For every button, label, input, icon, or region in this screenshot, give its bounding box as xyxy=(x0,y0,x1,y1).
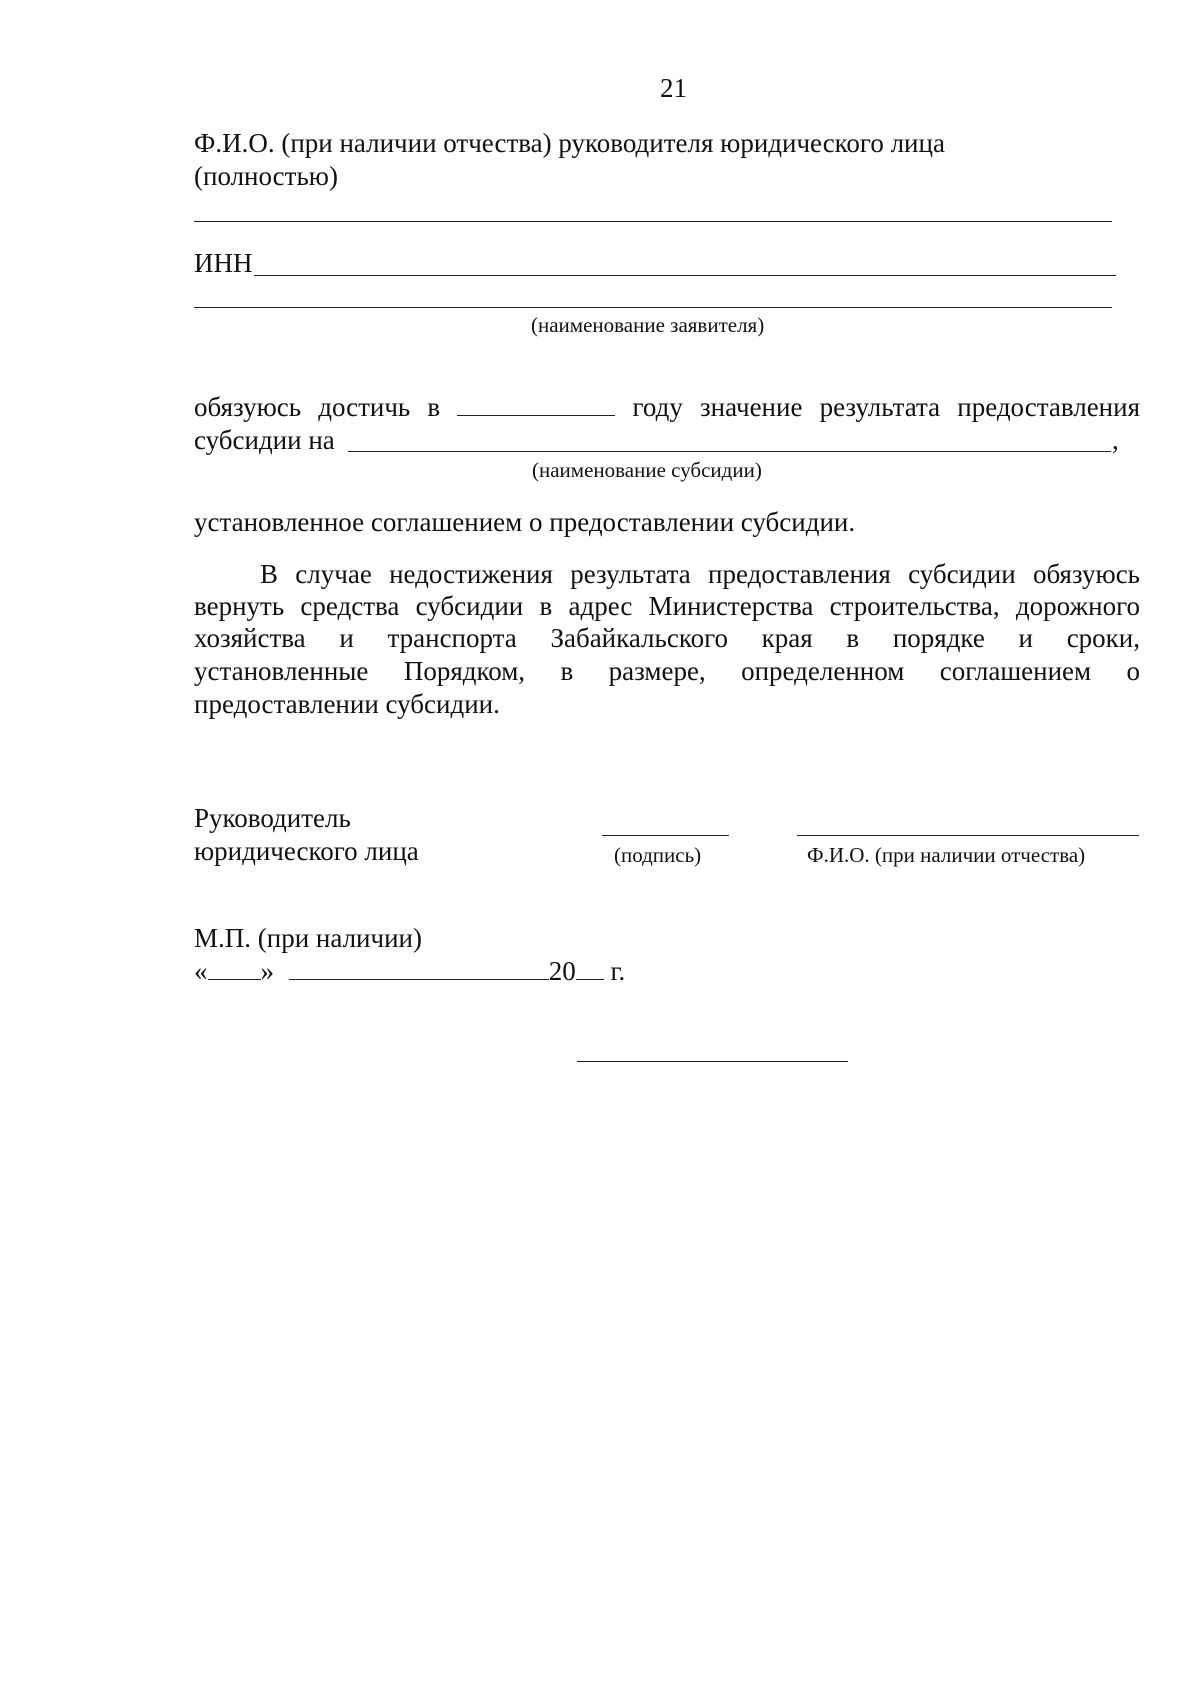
year-fill-line xyxy=(457,393,615,416)
year-suffix: г. xyxy=(610,956,626,986)
date-open-quote: « xyxy=(194,956,208,986)
month-fill-line xyxy=(289,957,549,980)
signer-name-fill-line xyxy=(797,835,1139,836)
commitment-line2-label: субсидии на xyxy=(194,425,335,455)
fio-heading-line2: (полностью) xyxy=(194,161,338,191)
commitment-text-b: году значение результата предоставления xyxy=(632,392,1140,422)
refund-paragraph-line3: хозяйства и транспорта Забайкальского края в порядке и сроки, xyxy=(194,623,1140,653)
stamp-label: М.П. (при наличии) xyxy=(194,923,422,953)
signer-role-line1: Руководитель xyxy=(194,803,351,833)
commitment-line3: установленное соглашением о предоставлении субсидии. xyxy=(194,507,856,537)
refund-paragraph-line4: установленные Порядком, в размере, определенном соглашением о xyxy=(194,656,1140,686)
day-fill-line xyxy=(208,957,261,980)
signature-caption: (подпись) xyxy=(614,843,702,867)
applicant-name-caption: (наименование заявителя) xyxy=(531,313,765,337)
refund-paragraph-line1: В случае недостижения результата предоставления субсидии обязуюсь xyxy=(260,559,1140,589)
commitment-text-a: обязуюсь достичь в xyxy=(194,392,441,422)
subsidy-name-caption: (наименование субсидии) xyxy=(532,458,762,482)
year-digits-fill-line xyxy=(576,957,604,980)
subsidy-name-fill-line xyxy=(348,451,1111,452)
fio-heading-line1: Ф.И.О. (при наличии отчества) руководителя юридического лица xyxy=(194,128,945,158)
inn-fill-line xyxy=(254,275,1116,276)
inn-label: ИНН xyxy=(194,248,253,278)
refund-paragraph-line5: предоставлении субсидии. xyxy=(194,689,500,719)
fio-fill-line xyxy=(194,221,1112,222)
page-number: 21 xyxy=(660,73,687,103)
commitment-line1 xyxy=(194,391,1140,424)
signature-fill-line xyxy=(602,835,729,836)
signer-role-line2: юридического лица xyxy=(194,836,419,866)
year-prefix: 20 xyxy=(548,956,576,986)
closing-separator-line xyxy=(577,1061,848,1062)
refund-paragraph-line2: вернуть средства субсидии в адрес Министерства строительства, дорожного xyxy=(194,591,1140,621)
commitment-line2-comma: , xyxy=(1112,425,1119,455)
date-line xyxy=(194,955,625,987)
date-close-quote: » xyxy=(260,956,274,986)
signer-name-caption: Ф.И.О. (при наличии отчества) xyxy=(807,843,1086,867)
applicant-name-fill-line xyxy=(194,307,1112,308)
